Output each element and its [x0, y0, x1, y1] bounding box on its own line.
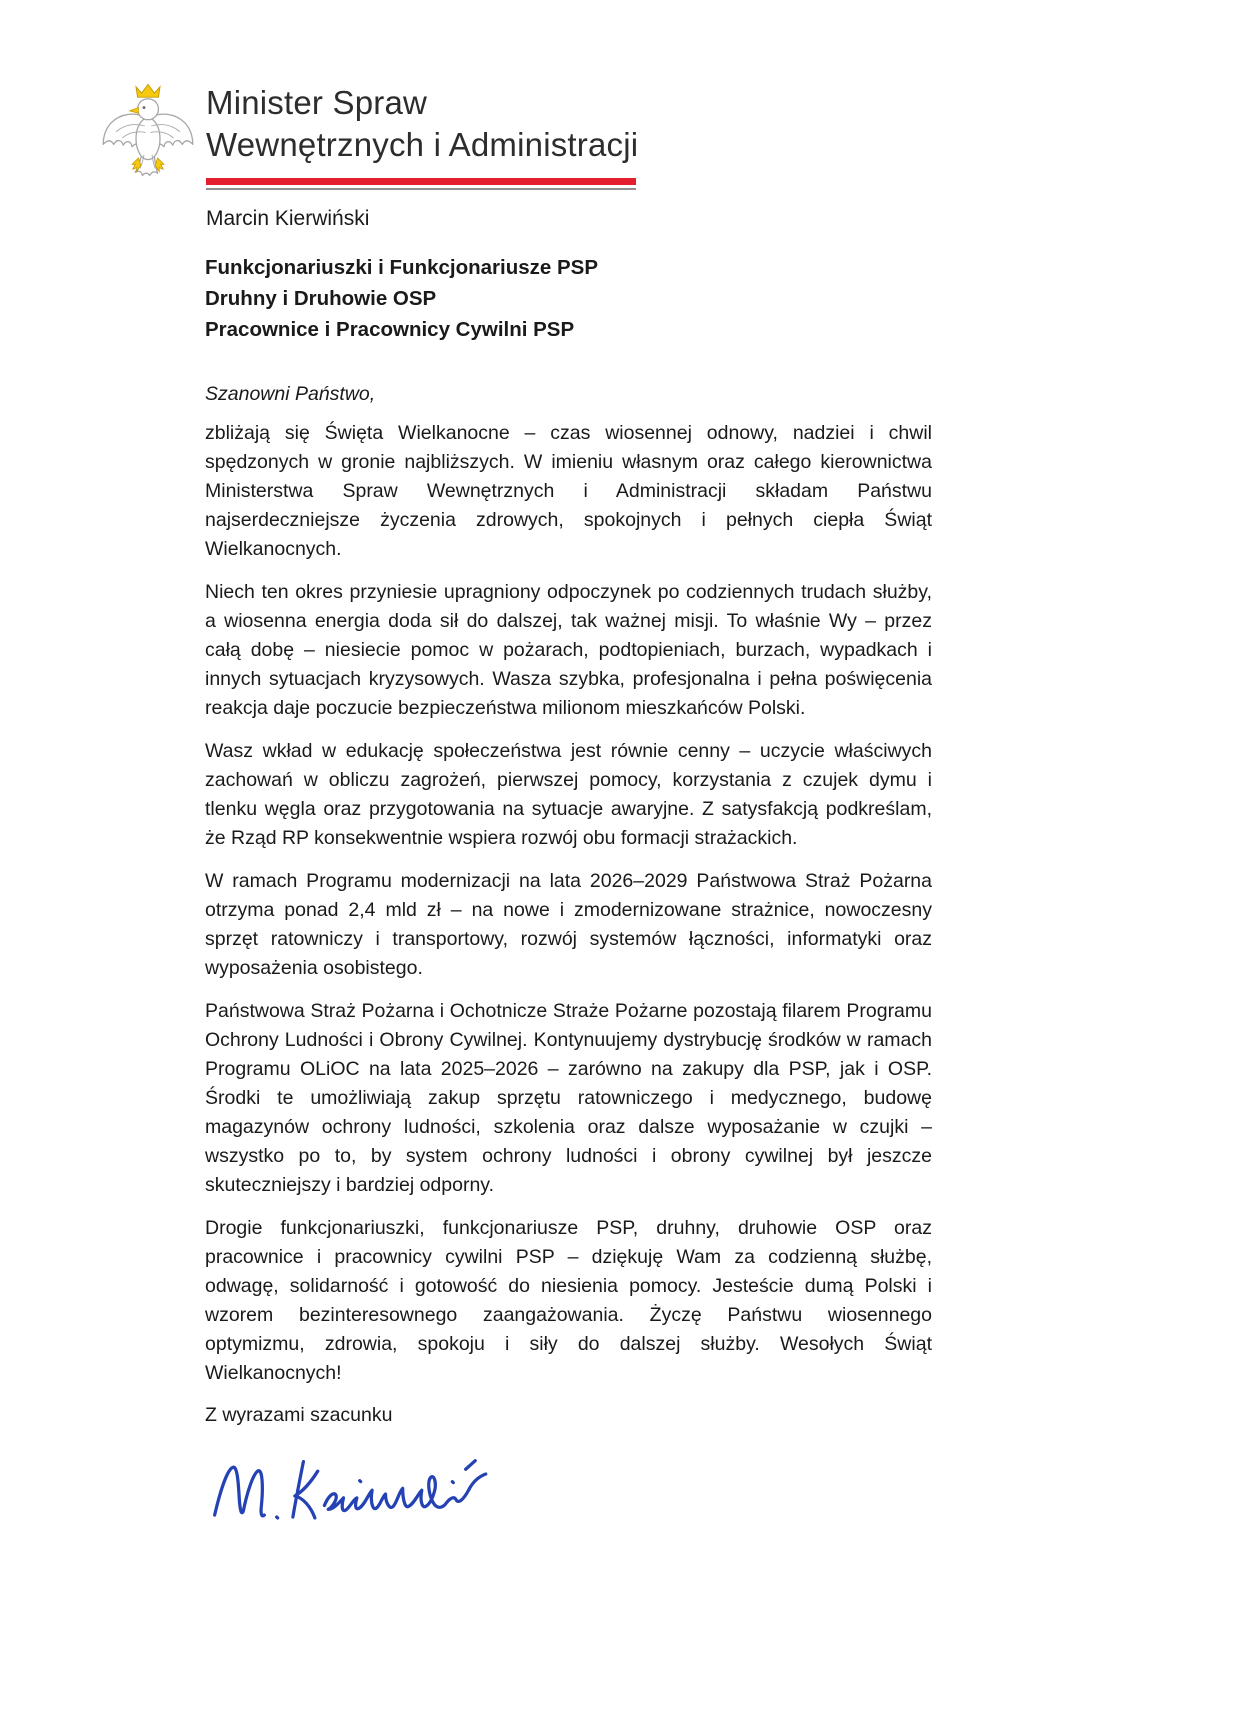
- salutation: Szanowni Państwo,: [205, 383, 376, 405]
- addressee-line-civil-workers: Pracownice i Pracownicy Cywilni PSP: [205, 318, 575, 341]
- gray-divider: [206, 188, 636, 190]
- letter-body: [205, 252, 932, 1539]
- letterhead: [100, 78, 638, 231]
- letter-paragraph: Niech ten okres przyniesie upragniony odpoczynek po codziennych trudach służby, a wiosenna energia doda sił do dalszej, tak ważnej misji. To właśnie Wy – przez całą dobę – niesiecie pomoc w pożarach, podtopieniach, burzach, wypadkach i innych sytuacjach kryzysowych. Wasza szybka, profesjonalna i pełna poświęcenia reakcja daje poczucie bezpieczeństwa milionom mieszkańców Polski.: [205, 581, 932, 719]
- addressee-block: [205, 252, 932, 345]
- minister-name: Marcin Kierwiński: [206, 207, 370, 230]
- addressee-line-psp-officers: Funkcjonariuszki i Funkcjonariusze PSP: [205, 256, 599, 279]
- red-divider: [206, 178, 636, 185]
- letter-paragraph: Drogie funkcjonariuszki, funkcjonariusze PSP, druhny, druhowie OSP oraz pracownice i pracownicy cywilni PSP – dziękuję Wam za codzienną służbę, odwagę, solidarność i gotowość do niesienia pomocy. Jesteście dumą Polski i wzorem bezinteresownego zaangażowania. Życzę Państwu wiosennego optymizmu, zdrowia, spokoju i siły do dalszej służby. Wesołych Świąt Wielkanocnych!: [205, 1217, 932, 1384]
- closing-line: Z wyrazami szacunku: [205, 1404, 393, 1426]
- letter-paragraph: Państwowa Straż Pożarna i Ochotnicze Straże Pożarne pozostają filarem Programu Ochrony Ludności i Obrony Cywilnej. Kontynuujemy dystrybucję środków w ramach Programu OLiOC na lata 2025–2026 – zarówno na zakupy dla PSP, jak i OSP. Środki te umożliwiają zakup sprzętu ratowniczego i medycznego, budowę magazynów ochrony ludności, szkolenia oraz dalsze wyposażanie w czujki – wszystko po to, by system ochrony ludności i obrony cywilnej był jeszcze skuteczniejszy i bardziej odporny.: [205, 1000, 932, 1196]
- addressee-line-osp-members: Druhny i Druhowie OSP: [205, 287, 437, 310]
- letter-paragraph: Wasz wkład w edukację społeczeństwa jest równie cenny – uczycie właściwych zachowań w obliczu zagrożeń, pierwszej pomocy, korzystania z czujek dymu i tlenku węgla oraz przygotowania na sytuacje awaryjne. Z satysfakcją podkreślam, że Rząd RP konsekwentnie wspiera rozwój obu formacji strażackich.: [205, 740, 932, 849]
- ministry-title-line2: Wewnętrznych i Administracji: [206, 126, 639, 163]
- ministry-title-line1: Minister Spraw: [206, 84, 428, 121]
- ministry-header: [206, 78, 638, 231]
- signature-handwriting: [207, 1431, 932, 1539]
- letter-paragraph: zbliżają się Święta Wielkanocne – czas wiosennej odnowy, nadziei i chwil spędzonych w gronie najbliższych. W imieniu własnym oraz całego kierownictwa Ministerstwa Spraw Wewnętrznych i Administracji składam Państwu najserdeczniejsze życzenia zdrowych, spokojnych i pełnych ciepła Świąt Wielkanocnych.: [205, 422, 932, 560]
- polish-eagle-emblem-icon: [100, 78, 196, 190]
- letter-paragraph: W ramach Programu modernizacji na lata 2026–2029 Państwowa Straż Pożarna otrzyma ponad 2,4 mld zł – na nowe i zmodernizowane strażnice, nowoczesny sprzęt ratowniczy i transportowy, rozwój systemów łączności, informatyki oraz wyposażenia osobistego.: [205, 870, 932, 979]
